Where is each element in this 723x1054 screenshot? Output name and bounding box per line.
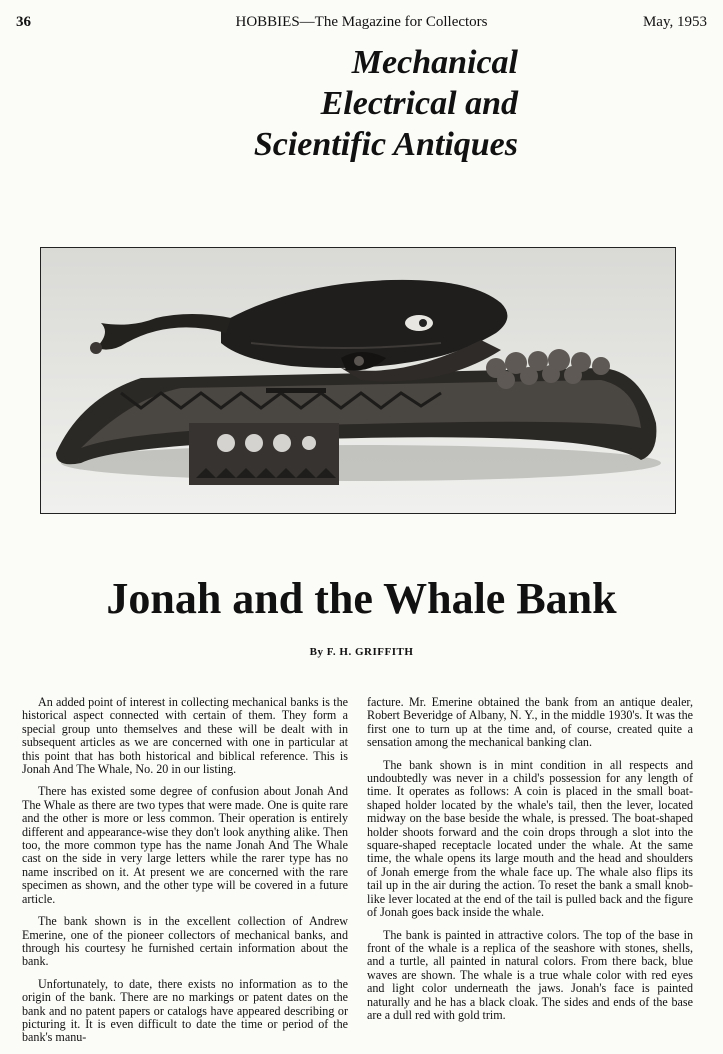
article-byline: By F. H. GRIFFITH	[309, 646, 414, 658]
paragraph: The bank shown is in the excellent collection of Andrew Emerine, one of the pioneer collectors of mechanical banks, and through his courtesy he furnished certain information about the bank.	[22, 914, 348, 969]
running-header	[16, 14, 707, 34]
article-title: Jonah and the Whale Bank	[106, 574, 617, 623]
department-heading	[254, 42, 518, 165]
paragraph: The bank is painted in attractive colors. The top of the base in front of the whale is a replica of the seashore with stones, shells, and a turtle, all painted in natural colors. From there back, blue waves are shown. The whale is a true whale color with red eyes and light color underneath the jaws. Jonah's face is painted naturally and he has a black cloak. The sides and ends of the base are a dull red with gold trim.	[367, 927, 693, 1022]
page-number: 36	[16, 14, 31, 30]
department-line-3: Scientific Antiques	[253, 126, 518, 163]
department-line-2: Electrical and	[320, 85, 518, 122]
paragraph: Unfortunately, to date, there exists no information as to the origin of the bank. There are no markings or patent dates on the bank and no patent papers or catalogs have appeared describing or picturing it. It is even difficult to date the time or period of the bank's manu-	[22, 976, 348, 1045]
right-column	[367, 696, 693, 1031]
paragraph: There has existed some degree of confusion about Jonah And The Whale as there are two types that were made. One is quite rare and the other is more or less common. Their operation is entirely different and appearance-wise they don't look anything alike. Then too, the more common type has the name Jonah And The Whale cast on the side in very large letters while the rarer type has no name inscribed on it. At present we are concerned with the rare specimen as shown, and the other type will be covered in a future article.	[22, 784, 348, 906]
paragraph-continued: facture. Mr. Emerine obtained the bank from an antique dealer, Robert Beveridge of Albany, N. Y., in the middle 1930's. It was the first one to turn up at the time and, of course, created quite a sensation among the mechanical banking clan.	[367, 695, 693, 750]
left-column	[22, 696, 348, 1054]
paragraph: The bank shown is in mint condition in all respects and undoubtedly was never in a child's possession for any length of time. It operates as follows: A coin is placed in the small boat-shaped holder located by the whale's tail, then the lever, located midway on the base beside the whale, is pressed. The boat-shaped holder shoots forward and the coin drops through a slot into the square-shaped receptacle located under the whale. At the same time, the whale opens its large mouth and the head and shoulders of Jonah emerge from the whale face up. The whale also flips its tail up in the air during the action. To reset the bank a small knob-like lever located at the end of the tail is pulled back and the figure of Jonah goes back inside the whale.	[367, 757, 693, 920]
whale-bank-illustration	[41, 248, 675, 513]
paragraph: An added point of interest in collecting mechanical banks is the historical aspect connected with certain of them. They form a special group unto themselves and these will be dealt with in subsequent articles as we are concerned with one in particular at this point that has both historical and biblical reference. This is Jonah And The Whale, No. 20 in our listing.	[22, 695, 348, 777]
magazine-title: HOBBIES—The Magazine for Collectors	[235, 14, 488, 30]
department-line-1: Mechanical	[351, 44, 518, 81]
bank-photograph	[40, 247, 676, 514]
issue-date: May, 1953	[642, 14, 707, 30]
